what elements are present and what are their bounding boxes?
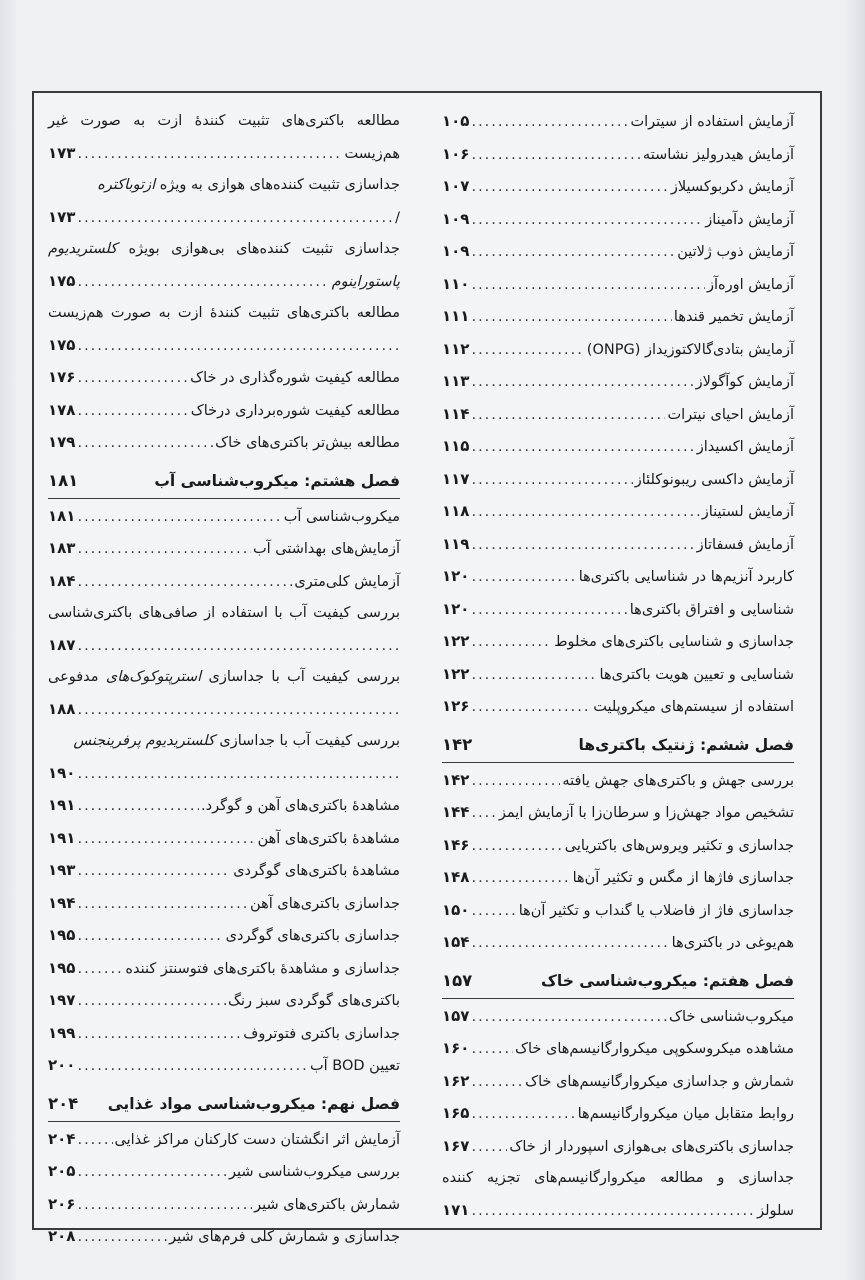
entry-title: آزمایش کلی‌متری: [294, 573, 400, 590]
entry-page: ۱۹۹: [48, 1023, 76, 1042]
leader-dots: [471, 595, 627, 627]
entry-page: ۱۱۹: [442, 534, 470, 553]
entry-title: میکروب‌شناسی خاک: [669, 1008, 794, 1025]
chapter-heading: [442, 964, 794, 999]
toc-entry: [442, 236, 794, 269]
toc-entry: [48, 395, 400, 428]
leader-dots: [471, 562, 576, 594]
leader-dots: [77, 791, 199, 823]
entry-page: ۱۲۲: [442, 664, 470, 683]
chapter-title: فصل هشتم: میکروب‌شناسی آب: [154, 471, 400, 490]
leader-dots: [471, 465, 632, 497]
leader-dots: [77, 363, 188, 395]
leader-dots: [471, 335, 584, 367]
toc-entry: [48, 501, 400, 534]
entry-page: ۱۹۵: [48, 958, 76, 977]
entry-page: ۱۷۵: [48, 271, 76, 290]
leader-dots: [471, 1002, 667, 1034]
chapter-page: ۱۵۷: [442, 970, 473, 990]
leader-dots: [471, 367, 693, 399]
entry-page: ۱۷۱: [442, 1200, 470, 1219]
entry-page: ۱۱۷: [442, 469, 470, 488]
toc-entry: [442, 765, 794, 798]
toc-left-column: [48, 106, 400, 1254]
entry-title: مطالعه بیش‌تر باکتری‌های خاک: [215, 435, 400, 451]
entry-title: آزمایش هیدرولیز نشاسته: [642, 146, 794, 163]
entry-page: ۱۲۶: [442, 697, 470, 715]
entry-title: جداسازی تثبیت کننده‌های بی‌هوازی بویژه: [128, 241, 401, 257]
toc-entry: [442, 139, 794, 172]
entry-page: ۱۹۱: [48, 796, 76, 814]
toc-entry: [48, 1124, 400, 1157]
toc-entry: [48, 170, 400, 234]
leader-dots: [77, 921, 223, 953]
entry-page: ۱۲۰: [442, 567, 470, 585]
entry-page: ۱۰۵: [442, 112, 470, 130]
toc-entry: [48, 298, 400, 362]
entry-title: مطالعه باکتری‌های تثبیت کنندهٔ ازت به صورت هم‌زیست: [48, 305, 400, 321]
entry-title: مطالعه باکتری‌های تثبیت کنندهٔ ازت به صورت غیر: [48, 113, 400, 129]
leader-dots: [77, 428, 213, 460]
leader-dots: [77, 954, 123, 986]
leader-dots: [471, 270, 705, 302]
leader-dots: [471, 766, 560, 798]
entry-title: جداسازی و تکثیر ویروس‌های باکتریایی: [564, 837, 794, 854]
entry-title: مشاهدهٔ باکتری‌های آهن و گوگرد.: [201, 798, 400, 814]
entry-title: آزمایش اکسیداز: [696, 439, 794, 455]
entry-title-cont: پاستوراینوم: [331, 273, 400, 290]
entry-title: بررسی کیفیت آب با استفاده از صافی‌های باکتری‌شناسی: [48, 605, 400, 621]
entry-title: آزمایش دکربوکسیلاز: [670, 179, 794, 195]
entry-page: ۱۹۰: [48, 763, 76, 782]
toc-entry: [442, 1163, 794, 1227]
toc-entry: [48, 1156, 400, 1189]
entry-title: میکروب‌شناسی آب: [283, 508, 400, 525]
leader-dots: [77, 1019, 241, 1051]
entry-title: آزمایش کوآگولاز: [695, 374, 794, 390]
entry-title: شناسایی و تعیین هویت باکتری‌ها: [599, 666, 794, 683]
leader-dots: [77, 759, 398, 791]
leader-dots: [471, 530, 694, 562]
toc-entry: [48, 985, 400, 1018]
entry-page: ۱۶۰: [442, 1039, 470, 1057]
entry-page: ۱۷۶: [48, 368, 76, 386]
entry-title: شمارش و جداسازی میکروارگانیسم‌های خاک: [525, 1073, 794, 1090]
toc-entry: [442, 895, 794, 928]
toc-entry: [442, 830, 794, 863]
toc-entry: [442, 269, 794, 302]
toc-entry: [442, 1001, 794, 1034]
leader-dots: [471, 497, 699, 529]
entry-page: ۲۰۴: [48, 1129, 76, 1148]
leader-dots: [77, 567, 292, 599]
entry-title: آزمایش تخمیر قندها: [673, 309, 794, 325]
toc-entry: [442, 399, 794, 432]
entry-title: باکتری‌های گوگردی سبز رنگ: [228, 993, 400, 1009]
entry-title: جداسازی باکتری فتوتروف: [243, 1025, 400, 1042]
leader-dots: [471, 172, 668, 204]
entry-page: ۱۰۹: [442, 209, 470, 228]
entry-title: جداسازی فاژها از مگس و تکثیر آن‌ها: [572, 870, 794, 886]
toc-entry: [442, 431, 794, 464]
entry-title: مطالعه کیفیت شوره‌گذاری در خاک: [190, 370, 400, 386]
leader-dots: [471, 237, 675, 269]
toc-entry: [48, 1221, 400, 1254]
toc-entry: [442, 1131, 794, 1164]
entry-title: جداسازی باکتری‌های آهن: [250, 895, 400, 912]
leader-dots: [77, 986, 226, 1018]
chapter-page: ۲۰۴: [48, 1093, 79, 1113]
leader-dots: [471, 692, 591, 724]
entry-page: ۲۰۵: [48, 1162, 76, 1180]
entry-page: ۱۲۰: [442, 599, 470, 618]
entry-title: آزمایش اثر انگشتان دست کارکنان مراکز غذایی: [114, 1131, 400, 1148]
entry-page: ۱۶۵: [442, 1104, 470, 1122]
entry-title-cont: /: [395, 209, 400, 226]
entry-page: ۱۷۸: [48, 400, 76, 419]
entry-page: ۱۴۴: [442, 803, 470, 821]
entry-title: بررسی میکروب‌شناسی شیر: [229, 1164, 400, 1180]
chapter-title: فصل ششم: ژنتیک باکتری‌ها: [578, 735, 794, 754]
toc-entry: [48, 662, 400, 726]
chapter-page: ۱۴۲: [442, 734, 473, 754]
toc-entry: [48, 533, 400, 566]
entry-page: ۱۶۷: [442, 1136, 470, 1155]
entry-title: آزمایش‌های بهداشتی آب: [252, 541, 400, 557]
toc-entry: [442, 862, 794, 895]
entry-page: ۱۷۹: [48, 433, 76, 451]
leader-dots: [471, 928, 669, 960]
leader-dots: [471, 1067, 523, 1099]
entry-title: جداسازی باکتری‌های بی‌هوازی اسپوردار از خاک: [509, 1138, 794, 1155]
entry-page: ۲۰۸: [48, 1227, 76, 1245]
leader-dots: [471, 107, 628, 139]
entry-page: ۱۰۶: [442, 144, 470, 163]
entry-title: شناسایی و افتراق باکتری‌ها: [629, 601, 794, 618]
leader-dots: [471, 896, 516, 928]
leader-dots: [77, 1051, 308, 1083]
leader-dots: [77, 856, 231, 888]
entry-title: جداسازی تثبیت کننده‌های هوازی به ویژه: [159, 177, 400, 193]
entry-title-italic: کلستریدیوم: [48, 241, 118, 257]
leader-dots: [77, 1190, 252, 1222]
toc-entry: [442, 464, 794, 497]
entry-page: ۱۷۳: [48, 207, 76, 226]
entry-page: ۱۷۳: [48, 143, 76, 162]
toc-entry: [442, 927, 794, 960]
entry-page: ۱۰۹: [442, 242, 470, 260]
toc-entry: [48, 1189, 400, 1222]
entry-page: ۱۴۸: [442, 868, 470, 886]
toc-entry: [48, 823, 400, 856]
leader-dots: [471, 400, 665, 432]
chapter-page: ۱۸۱: [48, 470, 79, 490]
entry-page: ۱۹۵: [48, 926, 76, 944]
toc-entry: [48, 888, 400, 921]
leader-dots: [471, 205, 703, 237]
entry-title: جداسازی و مشاهدهٔ باکتری‌های فتوسنتز کننده: [125, 960, 400, 977]
leader-dots: [471, 831, 562, 863]
entry-page: ۱۱۱: [442, 307, 470, 325]
entry-page: ۱۹۴: [48, 893, 76, 912]
leader-dots: [471, 140, 640, 172]
chapter-heading: [442, 728, 794, 763]
entry-page: ۱۱۸: [442, 502, 470, 520]
leader-dots: [471, 1099, 575, 1131]
chapter-heading: [48, 464, 400, 499]
entry-page: ۱۸۴: [48, 571, 76, 590]
chapter-title: فصل هفتم: میکروب‌شناسی خاک: [541, 971, 794, 990]
entry-page: ۱۱۳: [442, 372, 470, 390]
entry-title: مشاهدهٔ باکتری‌های آهن: [257, 830, 400, 847]
leader-dots: [77, 1222, 167, 1254]
entry-title: آزمایش بتادی‌گالاکتوزیداز (ONPG): [586, 341, 794, 358]
entry-page: ۱۸۸: [48, 699, 76, 718]
leader-dots: [471, 660, 597, 692]
entry-title: آزمایش ذوب ژلاتین: [677, 244, 794, 260]
toc-entry: [48, 1018, 400, 1051]
entry-page: ۱۵۴: [442, 933, 470, 951]
leader-dots: [471, 1196, 755, 1228]
toc-entry: [442, 496, 794, 529]
toc-entry: [48, 234, 400, 298]
toc-entry: [48, 920, 400, 953]
toc-entry: [48, 427, 400, 460]
leader-dots: [77, 203, 393, 235]
entry-page: ۲۰۰: [48, 1056, 76, 1074]
toc-entry: [442, 204, 794, 237]
toc-entry: [442, 106, 794, 139]
entry-title: آزمایش احیای نیترات: [667, 406, 794, 423]
toc-entry: [48, 790, 400, 823]
leader-dots: [471, 432, 694, 464]
entry-title: تشخیص مواد جهش‌زا و سرطان‌زا با آزمایش ایمز: [498, 805, 794, 821]
entry-page: ۱۵۰: [442, 900, 470, 919]
leader-dots: [471, 302, 671, 334]
entry-title-italic: کلستریدیوم پرفرینجنس: [73, 733, 215, 749]
entry-title: هم‌یوغی در باکتری‌ها: [671, 935, 794, 951]
leader-dots: [471, 863, 570, 895]
entry-title: آزمایش داکسی ریبونوکلئاز: [634, 471, 794, 488]
entry-title: روابط متقابل میان میکروارگانیسم‌ها: [577, 1106, 794, 1122]
leader-dots: [471, 1132, 507, 1164]
entry-title-italic: استرپتوکوک‌های: [105, 669, 202, 685]
toc-entry: [442, 561, 794, 594]
toc-entry: [442, 1066, 794, 1099]
entry-page: ۱۱۲: [442, 339, 470, 358]
leader-dots: [77, 139, 342, 171]
leader-dots: [77, 267, 329, 299]
entry-page: ۱۵۷: [442, 1006, 470, 1025]
toc-entry: [48, 726, 400, 790]
toc-entry: [442, 594, 794, 627]
entry-title: بررسی جهش و باکتری‌های جهش یافته: [562, 772, 794, 789]
leader-dots: [471, 627, 552, 659]
leader-dots: [77, 631, 398, 663]
leader-dots: [77, 331, 398, 363]
entry-page: ۱۸۱: [48, 506, 76, 525]
toc-entry: [48, 1050, 400, 1083]
toc-right-column: [442, 106, 794, 1227]
toc-entry: [48, 953, 400, 986]
toc-entry: [442, 659, 794, 692]
leader-dots: [77, 695, 398, 727]
entry-title: آزمایش لستیناز: [701, 504, 794, 520]
toc-entry: [442, 1033, 794, 1066]
leader-dots: [77, 396, 188, 428]
entry-title: مطالعه کیفیت شوره‌برداری درخاک: [190, 402, 400, 419]
entry-title: آزمایش اوره‌آز: [706, 276, 794, 293]
entry-page: ۱۸۷: [48, 635, 76, 654]
toc-entry: [48, 566, 400, 599]
toc-entry: [48, 362, 400, 395]
toc-entry: [442, 171, 794, 204]
leader-dots: [77, 889, 248, 921]
entry-title: آزمایش استفاده از سیترات: [630, 114, 794, 130]
entry-title: آزمایش دآمیناز: [705, 211, 794, 228]
entry-page: ۱۹۱: [48, 828, 76, 847]
toc-entry: [442, 529, 794, 562]
entry-page: ۱۱۵: [442, 437, 470, 455]
toc-entry: [442, 1098, 794, 1131]
entry-title: مشاهده میکروسکوپی میکروارگانیسم‌های خاک: [515, 1041, 794, 1057]
toc-entry: [48, 106, 400, 170]
entry-page: ۱۹۷: [48, 991, 76, 1009]
entry-title: جداسازی و شمارش کلی فرم‌های شیر: [169, 1229, 400, 1245]
toc-entry: [442, 366, 794, 399]
toc-entry: [442, 334, 794, 367]
leader-dots: [77, 824, 255, 856]
leader-dots: [77, 1125, 112, 1157]
entry-page: ۱۴۲: [442, 770, 470, 789]
entry-title: استفاده از سیستم‌های میکروپلیت: [593, 699, 794, 715]
entry-page: ۱۷۵: [48, 335, 76, 354]
toc-entry: [442, 301, 794, 334]
entry-page: ۱۴۶: [442, 835, 470, 854]
entry-page: ۱۸۳: [48, 539, 76, 557]
entry-title: کاربرد آنزیم‌ها در شناسایی باکتری‌ها: [578, 569, 794, 585]
entry-title-tail: مدفوعی: [48, 669, 99, 685]
entry-page: ۱۱۴: [442, 404, 470, 423]
entry-page: ۱۹۳: [48, 861, 76, 879]
entry-title: آزمایش فسفاتاز: [696, 536, 794, 553]
leader-dots: [77, 1157, 227, 1189]
toc-entry: [48, 598, 400, 662]
entry-title: تعیین BOD آب: [309, 1058, 400, 1074]
entry-page: ۱۲۲: [442, 632, 470, 650]
entry-title-italic: ازتوباکتره: [97, 177, 156, 193]
entry-title: بررسی کیفیت آب با جداسازی: [219, 733, 400, 749]
leader-dots: [77, 534, 251, 566]
entry-title-cont: سلولز: [757, 1202, 794, 1219]
entry-title: مشاهدهٔ باکتری‌های گوگردی: [233, 863, 400, 879]
toc-entry: [442, 626, 794, 659]
entry-title: جداسازی و مطالعه میکروارگانیسم‌های تجزیه کننده: [442, 1170, 794, 1186]
entry-title: شمارش باکتری‌های شیر: [254, 1196, 400, 1213]
entry-page: ۱۱۰: [442, 274, 470, 293]
entry-title: بررسی کیفیت آب با جداسازی: [208, 669, 401, 685]
entry-page: ۱۶۲: [442, 1071, 470, 1090]
toc-entry: [442, 691, 794, 724]
leader-dots: [471, 798, 496, 830]
entry-title: جداسازی باکتری‌های گوگردی: [225, 928, 400, 944]
toc-entry: [442, 797, 794, 830]
entry-title: جداسازی فاژ از فاضلاب یا گنداب و تکثیر آن‌ها: [518, 902, 794, 919]
chapter-heading: [48, 1087, 400, 1122]
leader-dots: [471, 1034, 513, 1066]
entry-title-cont: هم‌زیست: [344, 145, 400, 162]
entry-page: ۲۰۶: [48, 1194, 76, 1213]
leader-dots: [77, 502, 281, 534]
toc-entry: [48, 855, 400, 888]
entry-page: ۱۰۷: [442, 177, 470, 195]
entry-title: جداسازی و شناسایی باکتری‌های مخلوط: [554, 634, 794, 650]
chapter-title: فصل نهم: میکروب‌شناسی مواد غذایی: [107, 1094, 400, 1113]
